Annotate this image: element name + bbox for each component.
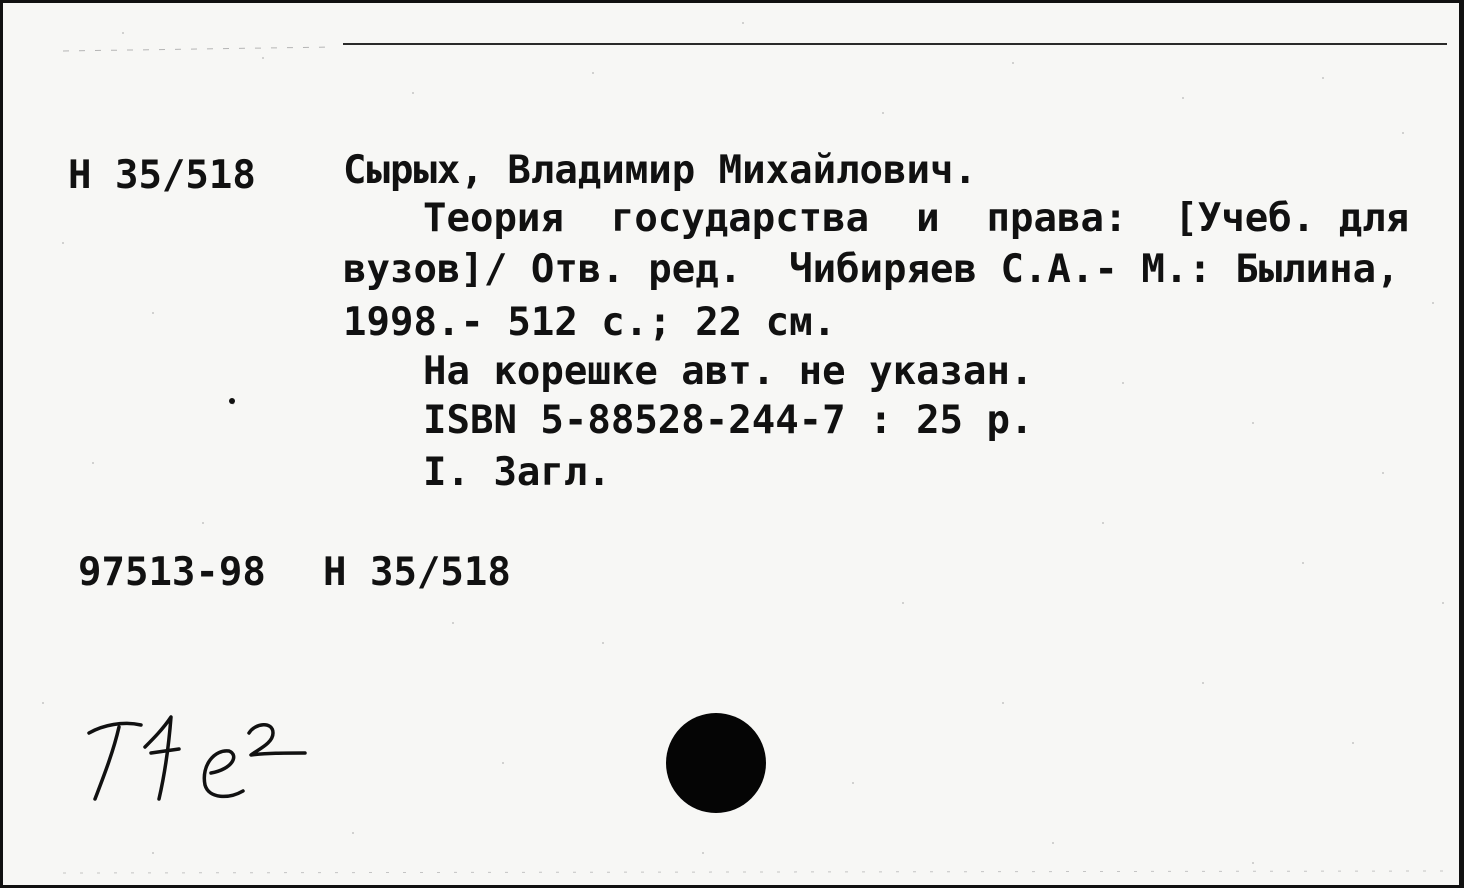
shelfmark: Н 35/518 (323, 550, 511, 595)
author-heading: Сырых, Владимир Михайлович. (343, 148, 977, 193)
title-statement: Теория государства и права: [Учеб. для (423, 196, 1410, 241)
responsibility-publisher: вузов]/ Отв. ред. Чибиряев С.А.- М.: Былина, (343, 247, 1400, 292)
header-rule (343, 43, 1447, 45)
punch-hole (666, 713, 766, 813)
call-number: Н 35/518 (68, 153, 256, 198)
note: На корешке авт. не указан. (423, 349, 1034, 394)
tracing: I. Загл. (423, 450, 611, 495)
publication-extent: 1998.- 512 с.; 22 см. (343, 300, 837, 345)
handwritten-mark (83, 703, 323, 813)
isbn-price: ISBN 5-88528-244-7 : 25 р. (423, 398, 1034, 443)
inventory-number: 97513-98 (78, 550, 266, 595)
